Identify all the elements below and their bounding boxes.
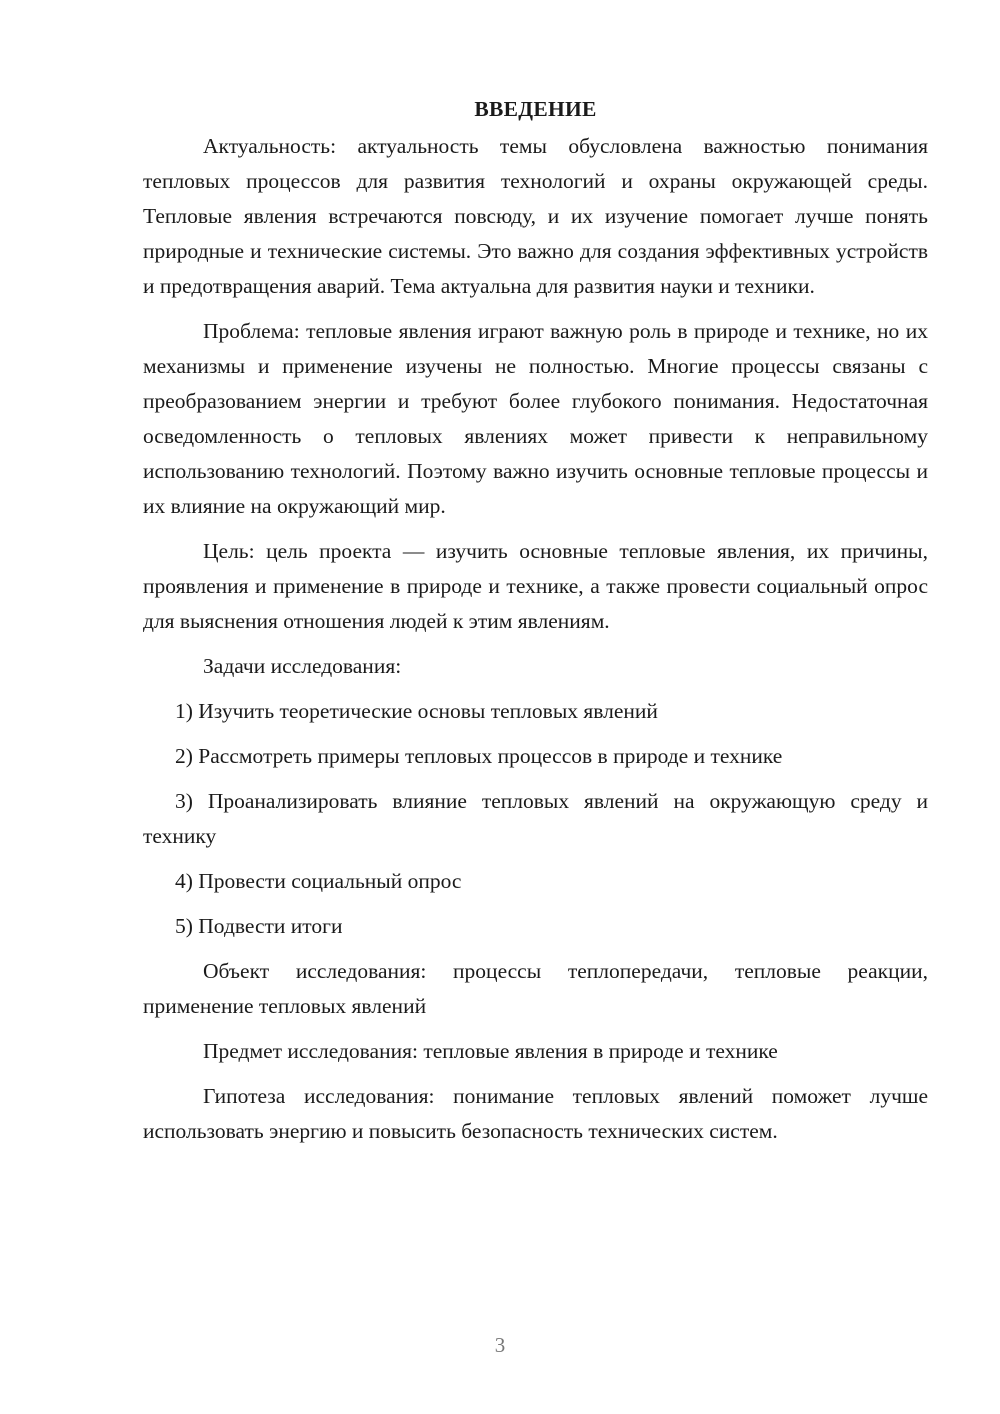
relevance-paragraph: Актуальность: актуальность темы обусловлена важностью понимания тепловых процессов для развития технологий и охраны окружающей среды. Тепловые явления встречаются повсюду, и их изучение помогает лучше понять природные и технические системы. Это важно для создания эффективных устройств и предотвращения аварий. Тема актуальна для развития науки и техники. [143,134,928,298]
problem-paragraph: Проблема: тепловые явления играют важную роль в природе и технике, но их механизмы и применение изучены не полностью. Многие процессы связаны с преобразованием энергии и требуют более глубокого понимания. Недостаточная осведомленность о тепловых явлениях может привести к неправильному использованию технологий. Поэтому важно изучить основные тепловые процессы и их влияние на окружающий мир. [143,319,928,518]
tasks-heading: Задачи исследования: [203,654,402,678]
document-page [143,92,928,1159]
object-paragraph: Объект исследования: процессы теплопередачи, тепловые реакции, применение тепловых явлений [143,959,928,1018]
subject-paragraph: Предмет исследования: тепловые явления в природе и технике [203,1039,778,1063]
goal-paragraph: Цель: цель проекта — изучить основные тепловые явления, их причины, проявления и применение в природе и технике, а также провести социальный опрос для выяснения отношения людей к этим явлениям. [143,539,928,633]
task-item-4: 4) Провести социальный опрос [175,869,462,893]
page-title: ВВЕДЕНИЕ [474,97,597,121]
task-item-1: 1) Изучить теоретические основы тепловых явлений [175,699,658,723]
task-item-3: 3) Проанализировать влияние тепловых явлений на окружающую среду и технику [143,789,928,848]
hypothesis-paragraph: Гипотеза исследования: понимание тепловых явлений поможет лучше использовать энергию и повысить безопасность технических систем. [143,1084,928,1143]
task-item-2: 2) Рассмотреть примеры тепловых процессов в природе и технике [175,744,783,768]
page-number: 3 [494,1333,506,1357]
task-item-5: 5) Подвести итоги [175,914,343,938]
